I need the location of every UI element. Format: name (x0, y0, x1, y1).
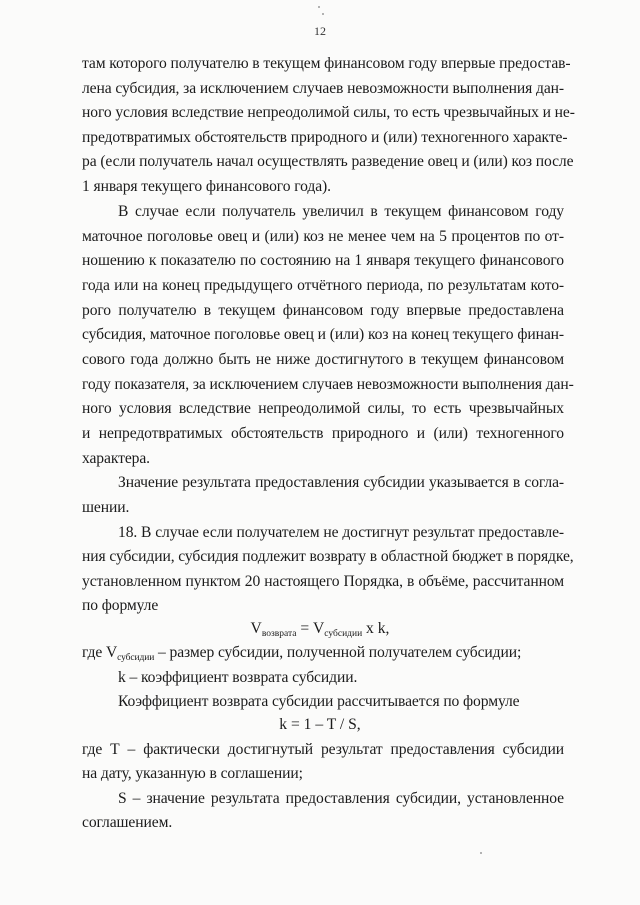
text-line: маточное поголовье овец и (или) коз не менее чем на 5 процентов по от- (82, 228, 564, 245)
formula-tail: x k, (362, 620, 390, 637)
text-line: ра (если получатель начал осуществлять разведение овец и (или) коз после (82, 153, 574, 170)
text-line: где Т – фактически достигнутый результат предоставления субсидии (82, 741, 564, 758)
text-line: лена субсидия, за исключением случаев невозможности выполнения дан- (82, 80, 564, 97)
text-line: k – коэффициент возврата субсидии. (118, 669, 358, 686)
text-line: по формуле (82, 597, 159, 614)
scan-speck (318, 6, 320, 8)
text-line: там которого получателю в текущем финансовом году впервые предостав- (82, 55, 571, 72)
text-line: шении. (82, 499, 130, 516)
text-line: рого получателю в текущем финансовом году впервые предоставлена (82, 302, 564, 319)
where-prefix: где V (82, 644, 118, 661)
text-line: и непредотвратимых обстоятельств природного и (или) техногенного (82, 425, 564, 442)
formula-symbol: V (313, 620, 325, 637)
formula-operator: = (296, 620, 314, 637)
text-line: Значение результата предоставления субсидии указывается в согла- (118, 474, 564, 491)
text-line: году показателя, за исключением случаев невозможности выполнения дан- (82, 376, 574, 393)
formula-symbol: V (250, 620, 262, 637)
formula-subscript: субсидии (324, 629, 363, 639)
formula-subscript: возврата (261, 629, 297, 639)
text-line: года или на конец предыдущего отчётного периода, по результатам кото- (82, 277, 564, 294)
text-line (82, 644, 564, 667)
text-line: S – значение результата предоставления субсидии, установленное (118, 790, 564, 807)
text-line: В случае если получатель увеличил в текущем финансовом году (118, 203, 564, 220)
page-number: 12 (314, 24, 326, 38)
text-line: субсидия, маточное поголовье овец и (или) коз на конец текущего финан- (82, 326, 564, 343)
text-line: ния субсидии, субсидия подлежит возврату в областной бюджет в порядке, (82, 548, 574, 565)
text-line: характера. (82, 450, 150, 467)
text-line: Коэффициент возврата субсидии рассчитывается по формуле (118, 693, 520, 710)
where-text: – размер субсидии, полученной получателем субсидии; (154, 644, 522, 661)
text-line: 18. В случае если получателем не достигнут результат предоставле- (118, 524, 564, 541)
text-line: соглашением. (82, 814, 173, 831)
text-line: 1 января текущего финансового года). (82, 178, 331, 195)
scan-speck (480, 852, 482, 854)
text-line: ного условия вследствие непреодолимой силы, то есть чрезвычайных (82, 400, 564, 417)
text-line: на дату, указанную в соглашении; (82, 765, 303, 782)
text-line: сового года должно быть не ниже достигнутого в текущем финансовом (82, 351, 564, 368)
text-line: установленном пунктом 20 настоящего Порядка, в объёме, рассчитанном (82, 573, 564, 590)
text-line: ношению к показателю по состоянию на 1 января текущего финансового (82, 252, 564, 269)
formula-return-volume (0, 620, 640, 643)
text-line: ного условия вследствие непреодолимой силы, то есть чрезвычайных и не- (82, 104, 575, 121)
formula-coefficient: k = 1 – T / S, (279, 716, 361, 733)
where-subscript: субсидии (117, 653, 155, 663)
scan-speck (322, 13, 324, 15)
text-line: предотвратимых обстоятельств природного и (или) техногенного характе- (82, 129, 568, 146)
